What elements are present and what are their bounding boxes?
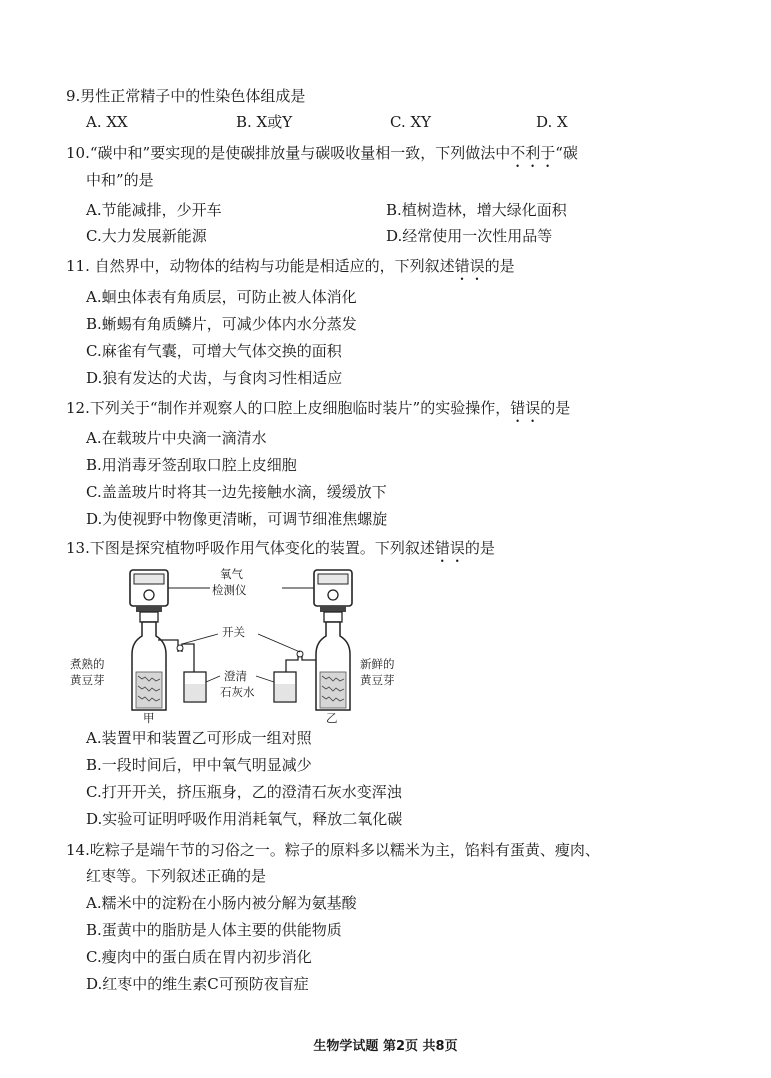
experiment-figure: [70, 564, 420, 724]
stem-text: 10.“碳中和”要实现的是使碳排放量与碳吸收量相一致，下列做法中: [66, 144, 511, 162]
label-oxygen-meter-2: 检测仪: [212, 583, 247, 597]
question-14-option-b: B.蛋黄中的脂肪是人体主要的供能物质: [86, 921, 342, 939]
emphasis-text: 不利于: [510, 144, 556, 162]
question-11-stem: [66, 256, 515, 284]
question-10-stem: [66, 143, 578, 171]
option-a: A. XX: [86, 113, 128, 131]
stem-text-tail: 的是: [484, 257, 515, 275]
question-10-option-b: B.植树造林，增大绿化面积: [386, 201, 567, 219]
label-yi: 乙: [326, 711, 338, 724]
question-10-stem-line2: 中和”的是: [86, 171, 154, 189]
option-b: B. X或Y: [236, 113, 293, 131]
question-11-option-c: C.麻雀有气囊，可增大气体交换的面积: [86, 342, 342, 360]
question-12-option-d: D.为使视野中物像更清晰，可调节细准焦螺旋: [86, 510, 388, 528]
apparatus-diagram: [70, 564, 420, 724]
page-footer: 生物学试题 第2页 共8页: [313, 1039, 458, 1054]
label-jia: 甲: [143, 711, 155, 724]
question-14-stem-line2: 红枣等。下列叙述正确的是: [86, 867, 267, 885]
question-11-option-d: D.狼有发达的犬齿，与食肉习性相适应: [86, 369, 343, 387]
question-13-option-a: A.装置甲和装置乙可形成一组对照: [86, 729, 312, 747]
question-13-option-c: C.打开开关，挤压瓶身，乙的澄清石灰水变浑浊: [86, 783, 402, 801]
label-oxygen-meter-1: 氧气: [220, 567, 243, 581]
option-c: C. XY: [390, 113, 432, 131]
bottle-yi: [274, 612, 350, 710]
emphasis-text: 错误: [454, 257, 485, 275]
question-12-option-b: B.用消毒牙签刮取口腔上皮细胞: [86, 456, 297, 474]
question-14-option-d: D.红枣中的维生素C可预防夜盲症: [86, 975, 309, 993]
option-d: D. X: [536, 113, 568, 131]
question-13-option-d: D.实验可证明呼吸作用消耗氧气，释放二氧化碳: [86, 810, 403, 828]
label-switch: 开关: [222, 625, 245, 639]
emphasis-text: 错误: [434, 539, 465, 557]
question-11-option-a: A.蛔虫体表有角质层，可防止被人体消化: [86, 288, 357, 306]
stem-text: 13.下图是探究植物呼吸作用气体变化的装置。下列叙述: [66, 539, 435, 557]
question-11-option-b: B.蜥蜴有角质鳞片，可减少体内水分蒸发: [86, 315, 357, 333]
label-limewater-1: 澄清: [224, 669, 247, 683]
question-14-stem: 14.吃粽子是端午节的习俗之一。粽子的原料多以糯米为主，馅料有蛋黄、瘦肉、: [66, 841, 600, 859]
question-12-option-a: A.在载玻片中央滴一滴清水: [86, 429, 267, 447]
question-13-stem: [66, 538, 495, 566]
question-12-option-c: C.盖盖玻片时将其一边先接触水滴，缓缓放下: [86, 483, 387, 501]
stem-text: 11. 自然界中，动物体的结构与功能是相适应的，下列叙述: [66, 257, 455, 275]
question-10-option-c: C.大力发展新能源: [86, 227, 207, 245]
label-boiled-1: 煮熟的: [70, 657, 105, 671]
question-14-option-c: C.瘦肉中的蛋白质在胃内初步消化: [86, 948, 312, 966]
label-fresh-2: 黄豆芽: [360, 673, 395, 687]
question-12-stem: [66, 398, 570, 426]
label-fresh-1: 新鲜的: [360, 657, 395, 671]
stem-text-tail: “碳: [555, 144, 578, 162]
question-10-option-a: A.节能减排，少开车: [86, 201, 222, 219]
bottle-jia: [132, 612, 206, 710]
question-10-option-d: D.经常使用一次性用品等: [386, 227, 553, 245]
label-boiled-2: 黄豆芽: [70, 673, 105, 687]
question-9-stem: 9.男性正常精子中的性染色体组成是: [66, 87, 306, 105]
emphasis-text: 错误: [510, 399, 541, 417]
question-14-option-a: A.糯米中的淀粉在小肠内被分解为氨基酸: [86, 894, 357, 912]
oxygen-meter-left: [130, 570, 168, 612]
stem-text: 12.下列关于“制作并观察人的口腔上皮细胞临时装片”的实验操作，: [66, 399, 511, 417]
label-limewater-2: 石灰水: [220, 685, 255, 699]
oxygen-meter-right: [314, 570, 352, 612]
stem-text-tail: 的是: [464, 539, 495, 557]
stem-text-tail: 的是: [540, 399, 571, 417]
question-13-option-b: B.一段时间后，甲中氧气明显减少: [86, 756, 312, 774]
